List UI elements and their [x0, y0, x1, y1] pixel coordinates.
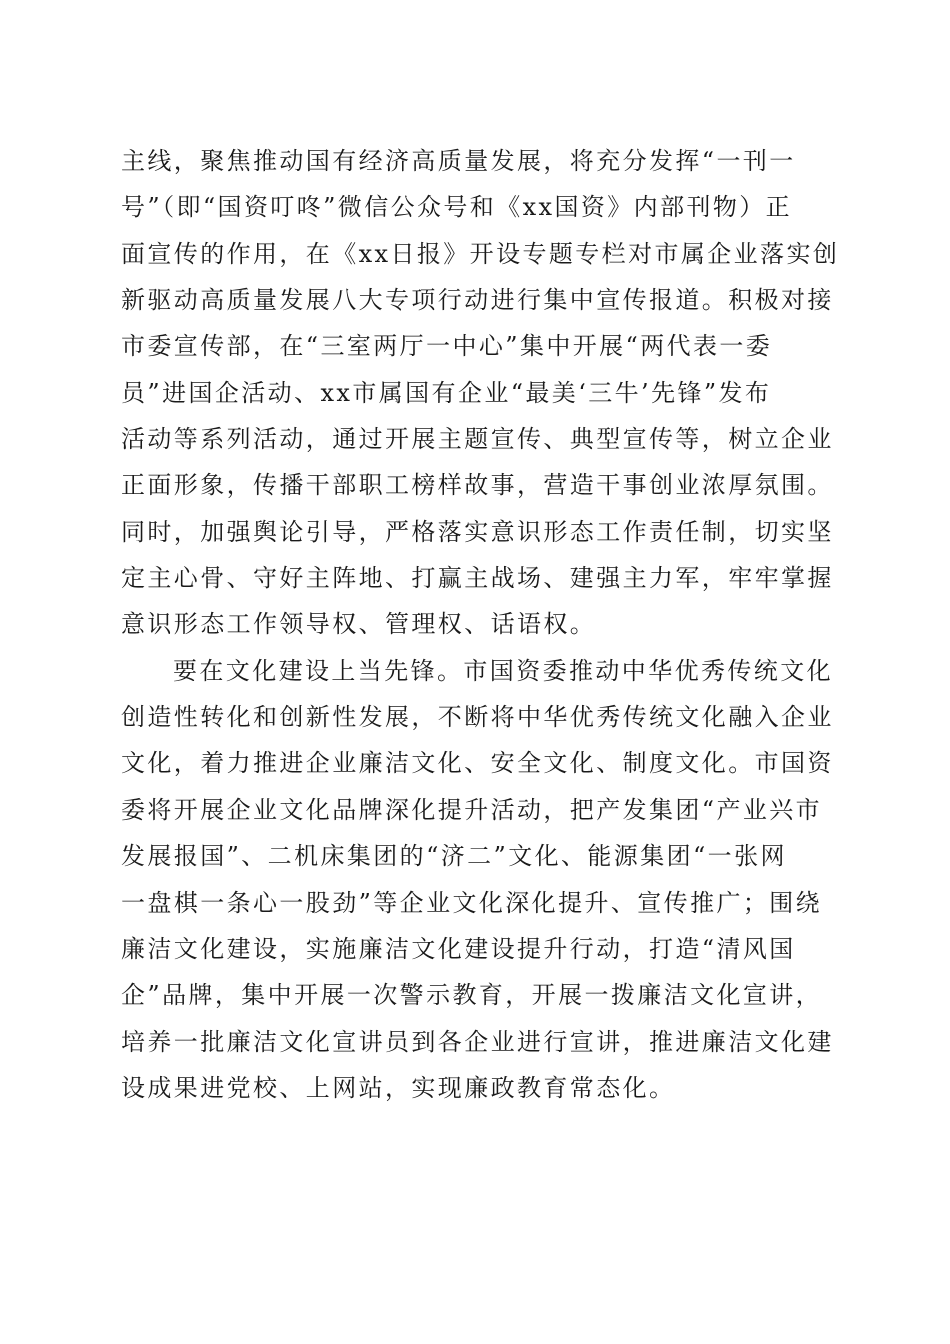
text-line: 活动等系列活动，通过开展主题宣传、典型宣传等，树立企业 — [121, 425, 834, 454]
text-line: 市委宣传部，在“三室两厅一中心”集中开展“两代表一委 — [121, 332, 773, 361]
text-line: 委将开展企业文化品牌深化提升活动，把产发集团“产业兴市 — [121, 795, 823, 824]
body-text — [121, 138, 840, 1111]
text-line: 同时，加强舆论引导，严格落实意识形态工作责任制，切实坚 — [121, 517, 834, 546]
text-line: 主线，聚焦推动国有经济高质量发展，将充分发挥“一刊一 — [121, 147, 796, 175]
text-line: 企”品牌，集中开展一次警示教育，开展一拨廉洁文化宣讲， — [121, 981, 823, 1010]
text-line: 廉洁文化建设，实施廉洁文化建设提升行动，打造“清风国 — [121, 934, 796, 963]
text-line: 定主心骨、守好主阵地、打赢主战场、建强主力军，牢牢掌握 — [121, 564, 834, 593]
text-line: 面宣传的作用，在《xx日报》开设专题专栏对市属企业落实创 — [121, 239, 840, 268]
text-line: 正面形象，传播干部职工榜样故事，营造干事创业浓厚氛围。 — [121, 471, 834, 500]
text-line: 意识形态工作领导权、管理权、话语权。 — [121, 610, 597, 639]
text-line: 员”进国企活动、xx市属国有企业“最美‘三牛’先锋”发布 — [121, 378, 772, 407]
text-line: 文化，着力推进企业廉洁文化、安全文化、制度文化。市国资 — [121, 749, 834, 778]
text-line: 新驱动高质量发展八大专项行动进行集中宣传报道。积极对接 — [121, 286, 834, 315]
text-line: 培养一批廉洁文化宣讲员到各企业进行宣讲，推进廉洁文化建 — [121, 1027, 834, 1056]
text-line: 号”（即“国资叮咚”微信公众号和《xx国资》内部刊物）正 — [121, 193, 793, 222]
text-line: 发展报国”、二机床集团的“济二”文化、能源集团“一张网 — [121, 842, 787, 871]
text-line: 一盘棋一条心一股劲”等企业文化深化提升、宣传推广；围绕 — [121, 888, 823, 917]
text-line: 创造性转化和创新性发展，不断将中华优秀传统文化融入企业 — [121, 703, 834, 732]
paragraph-start-line: 要在文化建设上当先锋。市国资委推动中华优秀传统文化 — [173, 656, 833, 685]
text-line: 设成果进党校、上网站，实现廉政教育常态化。 — [121, 1073, 676, 1102]
